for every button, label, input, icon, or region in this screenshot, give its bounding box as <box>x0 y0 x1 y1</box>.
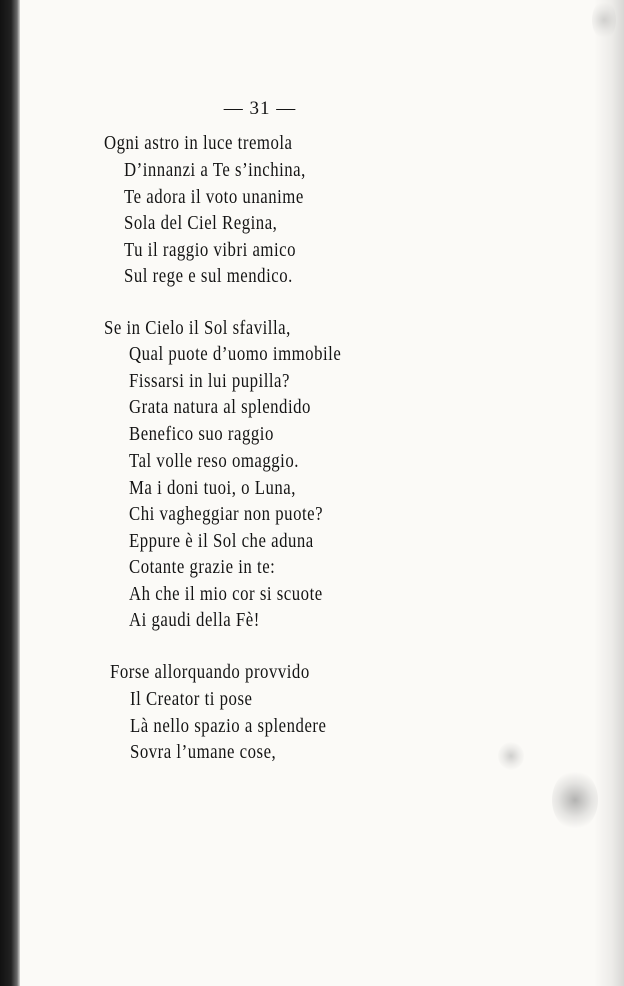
poem-line: Sul rege e sul mendico. <box>124 266 293 287</box>
poem-line: Ah che il mio cor si scuote <box>129 584 323 605</box>
ink-smudge <box>552 770 598 830</box>
poem-line: Sovra l’umane cose, <box>130 742 277 763</box>
poem-line: Eppure è il Sol che aduna <box>129 531 314 552</box>
poem-line: Cotante grazie in te: <box>129 557 276 578</box>
poem-line: Ai gaudi della Fè! <box>129 610 260 631</box>
poem-line: Ma i doni tuoi, o Luna, <box>129 478 296 499</box>
poem-line: Benefico suo raggio <box>129 424 274 445</box>
page-edge-shadow <box>594 0 624 986</box>
ink-smudge <box>498 742 524 770</box>
poem-line: Se in Cielo il Sol sfavilla, <box>104 318 291 339</box>
poem-line: Forse allorquando provvido <box>110 662 310 683</box>
poem-line: Te adora il voto unanime <box>124 187 304 208</box>
poem-line: Grata natura al splendido <box>129 397 311 418</box>
poem-line: Là nello spazio a splendere <box>130 716 327 737</box>
poem-line: Chi vagheggiar non puote? <box>129 504 324 525</box>
ink-smudge <box>592 0 616 40</box>
poem-line: D’innanzi a Te s’inchina, <box>124 160 306 181</box>
poem-line: Tal volle reso omaggio. <box>129 451 299 472</box>
poem-line: Fissarsi in lui pupilla? <box>129 371 290 392</box>
poem-line: Il Creator ti pose <box>130 689 253 710</box>
poem-line: Ogni astro in luce tremola <box>104 133 293 154</box>
poem-line: Tu il raggio vibri amico <box>124 240 297 261</box>
book-spine-shadow <box>0 0 20 986</box>
page-number: — 31 — <box>223 98 297 119</box>
poem-line: Qual puote d’uomo immobile <box>129 344 342 365</box>
poem-line: Sola del Ciel Regina, <box>124 213 278 234</box>
